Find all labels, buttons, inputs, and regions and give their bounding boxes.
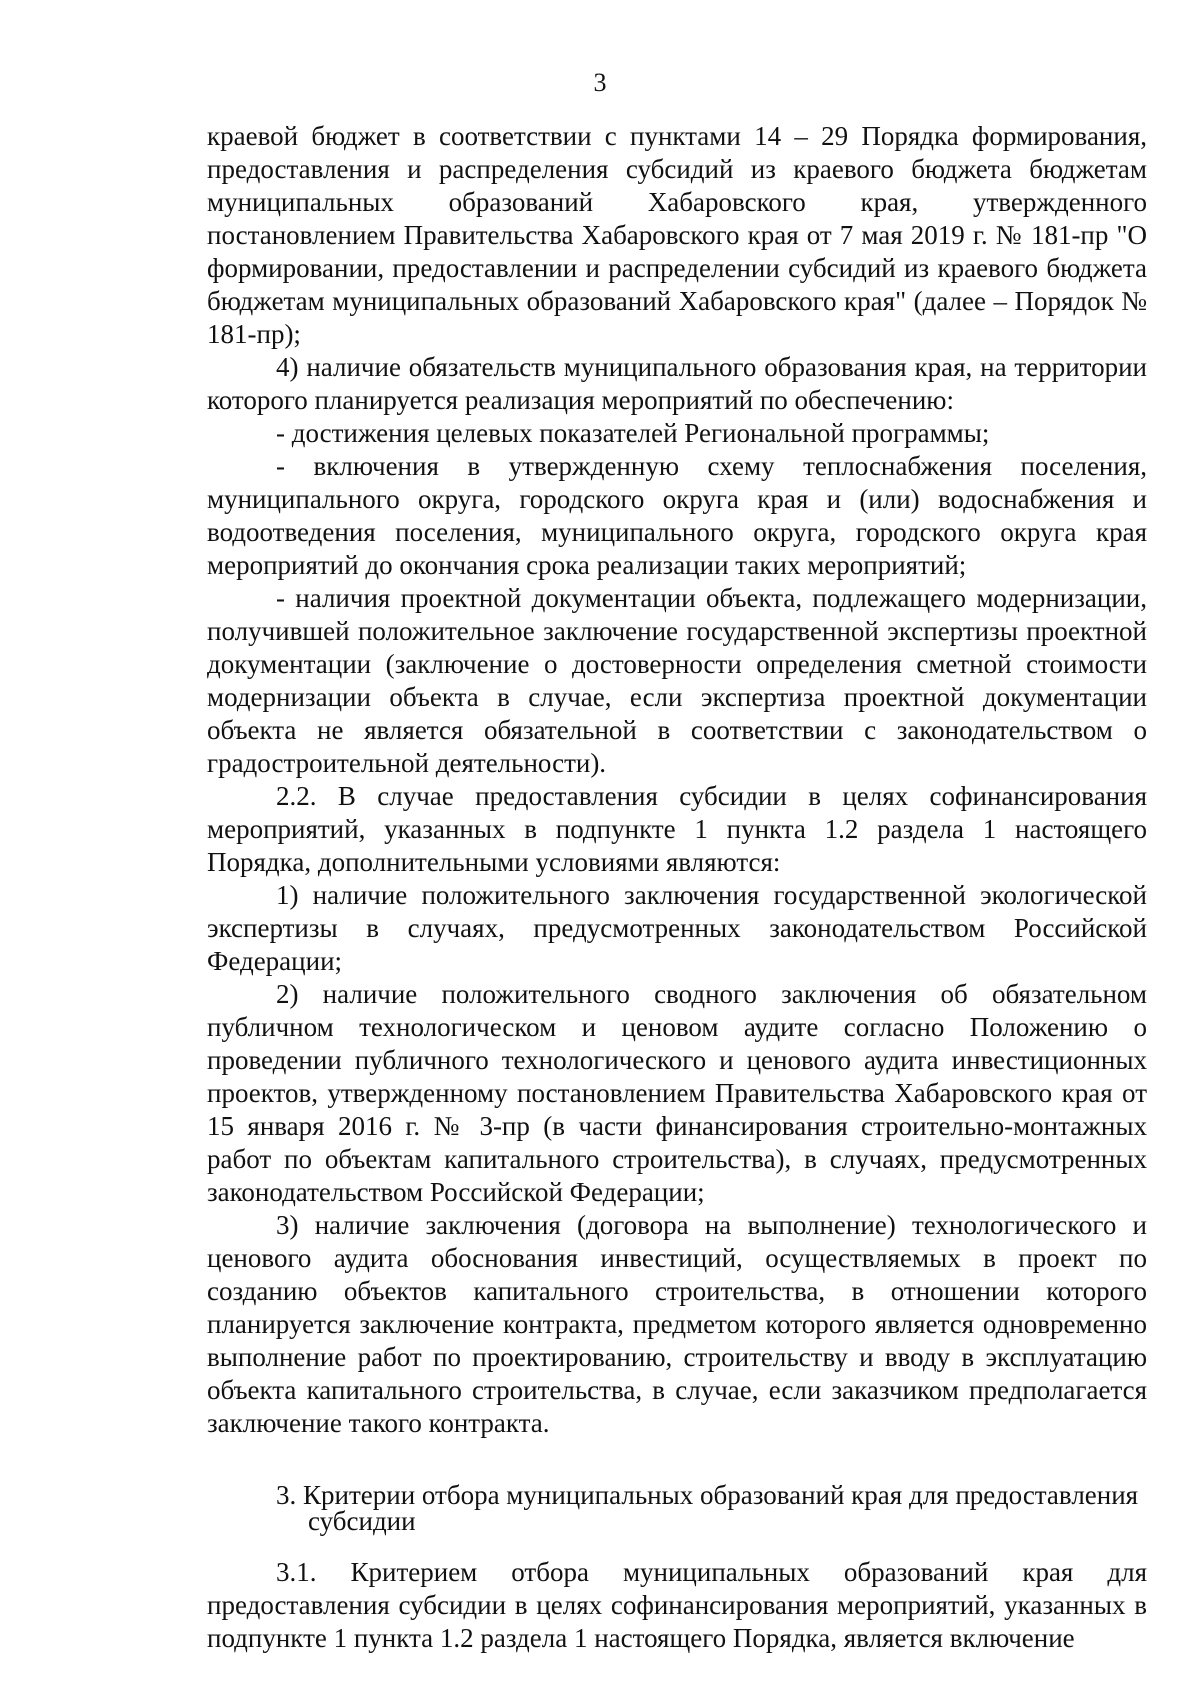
paragraph-condition-1: 1) наличие положительного заключения государственной экологической экспертизы в случаях, предусмотренных законодательством Российской Федерации;	[207, 880, 1147, 976]
section-3-heading-line1: 3. Критерии отбора муниципальных образований края для предоставления	[276, 1480, 1139, 1510]
document-body	[207, 120, 1147, 1655]
paragraph-bullet-heating-scheme: - включения в утвержденную схему теплоснабжения поселения, муниципального округа, городского округа края и (или) водоснабжения и водоотведения поселения, муниципального округа, городского округа края мероприятий до окончания срока реализации таких мероприятий;	[207, 451, 1147, 580]
paragraph-condition-2: 2) наличие положительного сводного заключения об обязательном публичном технологическом и ценовом аудите согласно Положению о проведении публичного технологического и ценового аудита инвестиционных проектов, утвержденному постановлением Правительства Хабаровского края от 15 января 2016 г. № 3-пр (в части финансирования строительно-монтажных работ по объектам капитального строительства), в случаях, предусмотренных законодательством Российской Федерации;	[207, 979, 1147, 1207]
paragraph-bullet-targets: - достижения целевых показателей Региональной программы;	[276, 418, 990, 448]
paragraph-3-1: 3.1. Критерием отбора муниципальных образований края для предоставления субсидии в целях софинансирования мероприятий, указанных в подпункте 1 пункта 1.2 раздела 1 настоящего Порядка, является включение	[207, 1557, 1147, 1653]
paragraph-condition-3: 3) наличие заключения (договора на выполнение) технологического и ценового аудита обоснования инвестиций, осуществляемых в проект по созданию объектов капитального строительства, в отношении которого планируется заключение контракта, предметом которого является одновременно выполнение работ по проектированию, строительству и вводу в эксплуатацию объекта капитального строительства, в случае, если заказчиком предполагается заключение такого контракта.	[207, 1210, 1147, 1438]
page-number: 3	[593, 68, 607, 97]
paragraph-budget-continuation: краевой бюджет в соответствии с пунктами 14 – 29 Порядка формирования, предоставления и распределения субсидий из краевого бюджета бюджетам муниципальных образований Хабаровского края, утвержденного постановлением Правительства Хабаровского края от 7 мая 2019 г. № 181-пр "О формировании, предоставлении и распределении субсидий из краевого бюджета бюджетам муниципальных образований Хабаровского края" (далее – Порядок № 181-пр);	[207, 121, 1147, 349]
paragraph-item-4: 4) наличие обязательств муниципального образования края, на территории которого планируется реализация мероприятий по обеспечению:	[207, 352, 1147, 415]
paragraph-bullet-project-docs: - наличия проектной документации объекта, подлежащего модернизации, получившей положительное заключение государственной экспертизы проектной документации (заключение о достоверности определения сметной стоимости модернизации объекта в случае, если экспертиза проектной документации объекта не является обязательной в соответствии с законодательством о градостроительной деятельности).	[207, 583, 1147, 778]
section-3-heading-line2: субсидии	[308, 1506, 416, 1536]
paragraph-2-2: 2.2. В случае предоставления субсидии в целях софинансирования мероприятий, указанных в подпункте 1 пункта 1.2 раздела 1 настоящего Порядка, дополнительными условиями являются:	[207, 781, 1147, 877]
section-3-heading	[207, 1482, 1147, 1534]
